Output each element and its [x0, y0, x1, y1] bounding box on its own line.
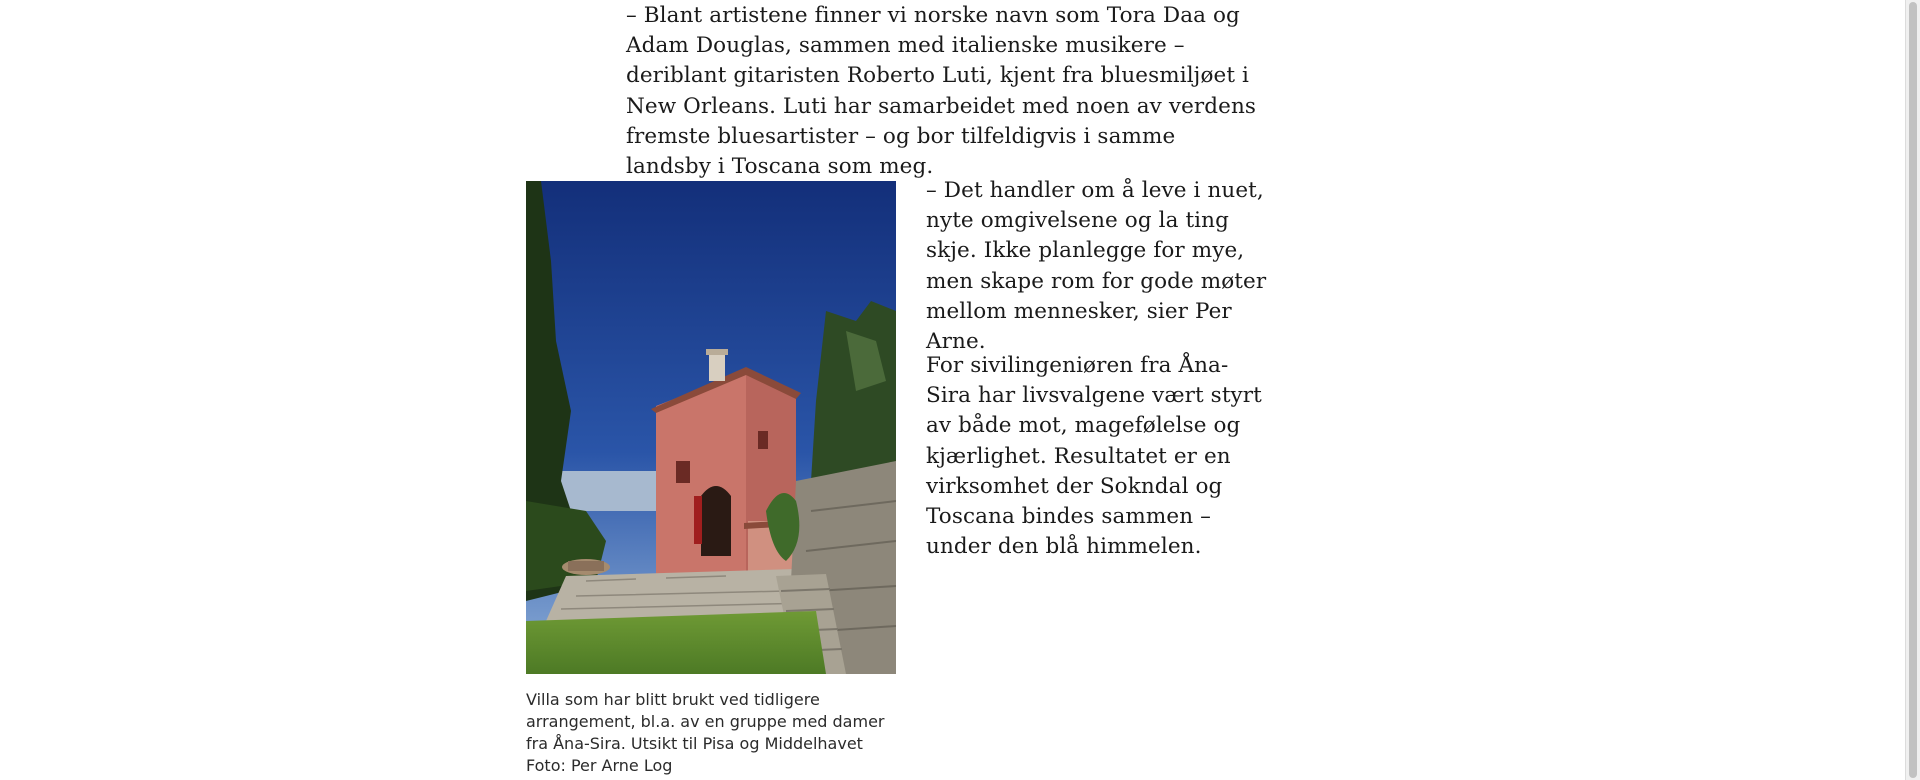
villa-photo: [526, 181, 896, 674]
article-paragraph: – Blant artistene finner vi norske navn som Tora Daa og Adam Douglas, sammen med italienske musikere – deriblant gitaristen Roberto Luti, kjent fra bluesmiljøet i New Orleans. Luti har samarbeidet med noen av verdens fremste bluesartister – og bor tilfeldigvis i samme landsby i Toscana som meg.: [626, 3, 1257, 180]
scrollbar-thumb[interactable]: [1909, 2, 1917, 778]
article-paragraph: For sivilingeniøren fra Åna-Sira har livsvalgene vært styrt av både mot, magefølelse og kjærlighet. Resultatet er en virksomhet der Sokndal og Toscana bindes sammen – under den blå himmelen.: [926, 353, 1262, 560]
page-scrollbar[interactable]: [1905, 0, 1920, 780]
photo-caption: Villa som har blitt brukt ved tidligere arrangement, bl.a. av en gruppe med damer fra Åna-Sira. Utsikt til Pisa og Middelhavet Foto: Per Arne Log: [526, 690, 885, 775]
article-paragraph: – Det handler om å leve i nuet, nyte omgivelsene og la ting skje. Ikke planlegge for mye, men skape rom for gode møter mellom mennesker, sier Per Arne.: [926, 178, 1267, 355]
